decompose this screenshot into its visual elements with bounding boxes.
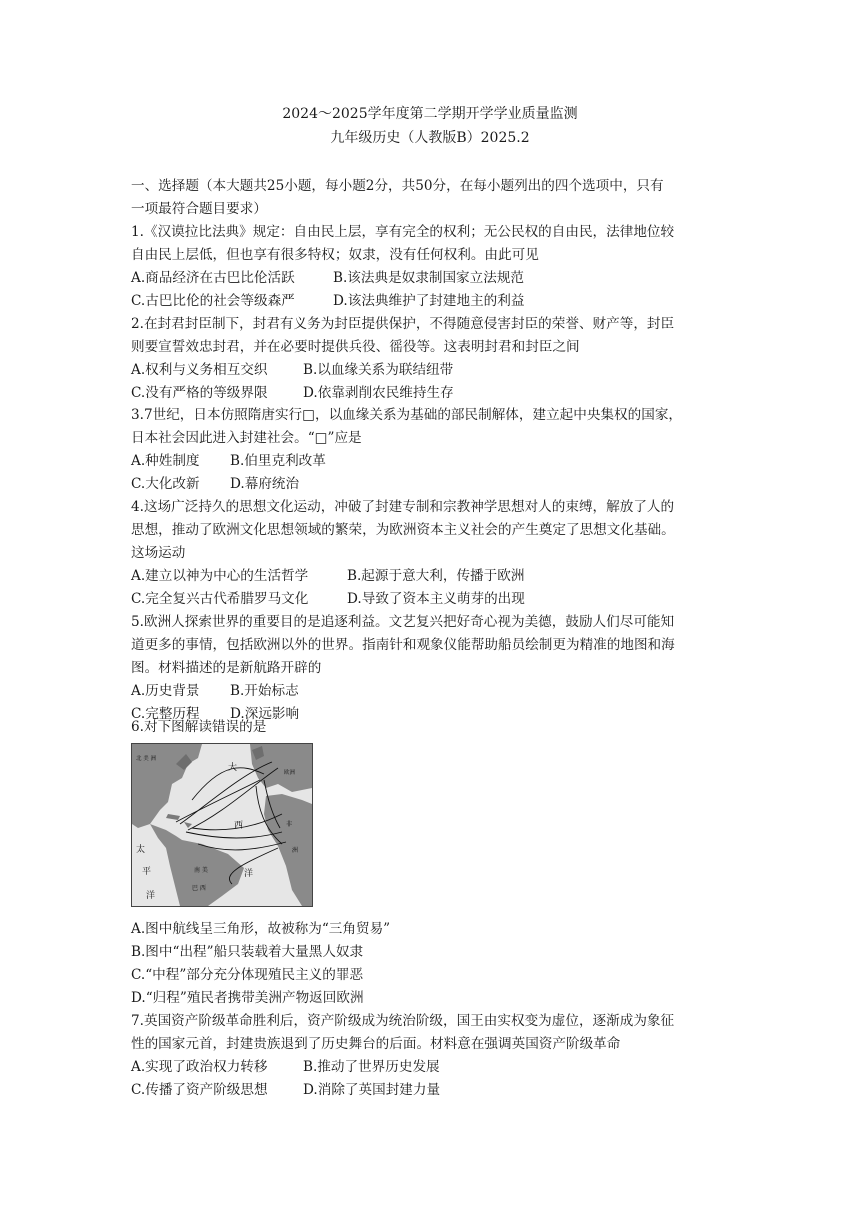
q2-option-b: B.以血缘关系为联结纽带: [303, 362, 454, 378]
q5-stem-line: 5.欧洲人探索世界的重要目的是追逐利益。文艺复兴把好奇心视为美德，鼓励人们尽可能知: [131, 614, 675, 630]
q3-stem-line: 日本社会因此进入封建社会。“□”应是: [131, 430, 362, 446]
q4-option-b: B.起源于意大利，传播于欧洲: [347, 568, 525, 584]
q3-option-b: B.伯里克利改革: [230, 453, 326, 469]
q7-option-d: D.消除了英国封建力量: [303, 1082, 441, 1098]
map-label-atlantic-3: 洋: [244, 869, 254, 879]
q6-option-a: A.图中航线呈三角形，故被称为“三角贸易”: [131, 921, 391, 937]
q1-stem-line: 1.《汉谟拉比法典》规定：自由民上层，享有完全的权利；无公民权的自由民，法律地位较: [131, 224, 675, 240]
q3-option-a: A.种姓制度: [131, 453, 200, 469]
q2-option-d: D.依靠剥削农民维持生存: [303, 385, 454, 401]
exam-title: 2024～2025学年度第二学期开学学业质量监测: [282, 106, 578, 122]
q2-option-c: C.没有严格的等级界限: [131, 385, 268, 401]
q5-stem-line: 道更多的事情，包括欧洲以外的世界。指南针和观象仪能帮助船员绘制更为精准的地图和海: [131, 637, 675, 653]
q5-option-d: D.深远影响: [230, 706, 300, 722]
q7-option-c: C.传播了资产阶级思想: [131, 1082, 268, 1098]
q6-option-d: D.“归程”殖民者携带美洲产物返回欧洲: [131, 990, 364, 1006]
map-label-pacific-1: 太: [136, 845, 146, 855]
map-label-south-america: 南 美: [194, 867, 208, 874]
q4-option-a: A.建立以神为中心的生活哲学: [131, 568, 309, 584]
q7-stem-line: 7.英国资产阶级革命胜利后，资产阶级成为统治阶级，国王由实权变为虚位，逐渐成为象征: [131, 1013, 675, 1029]
map-label-brazil: 巴 西: [192, 885, 206, 892]
map-label-africa-1: 非: [286, 821, 293, 828]
q2-stem-line: 2.在封君封臣制下，封君有义务为封臣提供保护，不得随意侵害封臣的荣誉、财产等，封臣: [131, 316, 675, 332]
q4-stem-line: 思想，推动了欧洲文化思想领域的繁荣，为欧洲资本主义社会的产生奠定了思想文化基础。: [131, 522, 675, 538]
exam-subtitle: 九年级历史（人教版B）2025.2: [330, 130, 530, 146]
q6-option-b: B.图中“出程”船只装载着大量黑人奴隶: [131, 944, 364, 960]
q1-option-a: A.商品经济在古巴比伦活跃: [131, 270, 295, 286]
map-label-europe: 欧洲: [284, 770, 296, 776]
q6-stem-line: 6.对下图解读错误的是: [131, 719, 267, 735]
map-label-pacific-3: 洋: [146, 891, 156, 901]
triangle-trade-map: [131, 743, 313, 907]
q7-stem-line: 性的国家元首，封建贵族退到了历史舞台的后面。材料意在强调英国资产阶级革命: [131, 1036, 621, 1052]
map-label-atlantic-1: 大: [228, 763, 238, 773]
section-heading-cont: 一项最符合题目要求）: [131, 201, 267, 217]
q3-stem-line: 3.7世纪，日本仿照隋唐实行□，以血缘关系为基础的部民制解体，建立起中央集权的国家，: [131, 407, 683, 423]
map-label-north-america: 北 美 洲: [136, 756, 156, 762]
q5-option-c: C.完整历程: [131, 706, 200, 722]
q5-stem-line: 图。材料描述的是新航路开辟的: [131, 660, 322, 676]
q3-option-d: D.幕府统治: [230, 476, 300, 492]
map-label-pacific-2: 平: [142, 867, 152, 877]
q7-option-a: A.实现了政治权力转移: [131, 1059, 268, 1075]
q3-option-c: C.大化改新: [131, 476, 200, 492]
q4-option-d: D.导致了资本主义萌芽的出现: [347, 591, 525, 607]
q7-option-b: B.推动了世界历史发展: [303, 1059, 440, 1075]
map-label-atlantic-2: 西: [234, 821, 244, 831]
section-heading: 一、选择题（本大题共25小题，每小题2分，共50分，在每小题列出的四个选项中，只有: [131, 178, 664, 194]
q1-option-b: B.该法典是奴隶制国家立法规范: [333, 270, 525, 286]
map-label-africa-2: 洲: [292, 847, 299, 854]
q4-stem-line: 4.这场广泛持久的思想文化运动，冲破了封建专制和宗教神学思想对人的束缚，解放了人的: [131, 499, 675, 515]
q5-option-b: B.开始标志: [230, 683, 299, 699]
q2-option-a: A.权利与义务相互交织: [131, 362, 268, 378]
q2-stem-line: 则要宣誓效忠封君，并在必要时提供兵役、徭役等。这表明封君和封臣之间: [131, 339, 580, 355]
q6-option-c: C.“中程”部分充分体现殖民主义的罪恶: [131, 967, 364, 983]
q1-stem-line: 自由民上层低，但也享有很多特权；奴隶，没有任何权利。由此可见: [131, 247, 539, 263]
q1-option-d: D.该法典维护了封建地主的利益: [333, 293, 525, 309]
q4-stem-line: 这场运动: [131, 545, 186, 561]
q5-option-a: A.历史背景: [131, 683, 200, 699]
q4-option-c: C.完全复兴古代希腊罗马文化: [131, 591, 309, 607]
q1-option-c: C.古巴比伦的社会等级森严: [131, 293, 295, 309]
